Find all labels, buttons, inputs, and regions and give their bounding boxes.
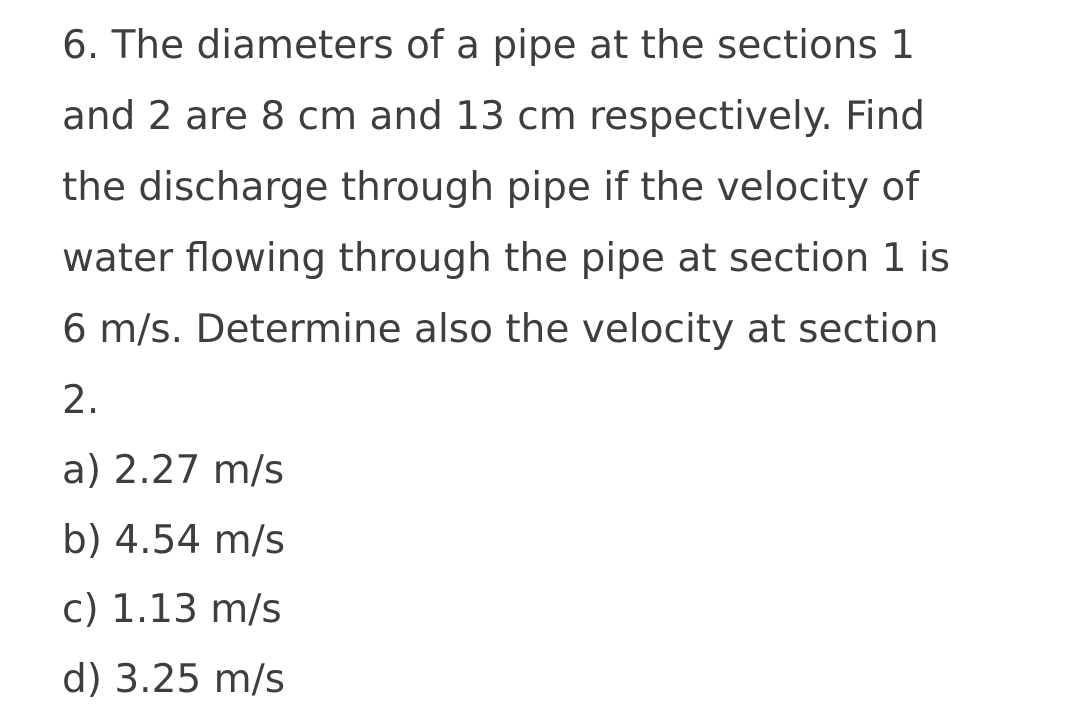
question-line: water flowing through the pipe at section 1 is: [62, 236, 951, 281]
question-document: [62, 10, 1062, 714]
question-line: and 2 are 8 cm and 13 cm respectively. Find: [62, 94, 926, 139]
option-a: a) 2.27 m/s: [62, 448, 285, 493]
option-b: b) 4.54 m/s: [62, 517, 286, 563]
question-line: 6. The diameters of a pipe at the sections 1: [62, 23, 916, 68]
question-line: 6 m/s. Determine also the velocity at section: [62, 307, 939, 352]
question-line: 2.: [62, 378, 100, 423]
option-c: c) 1.13 m/s: [62, 587, 282, 632]
question-line: the discharge through pipe if the velocity of: [62, 165, 920, 210]
question-text: [62, 10, 1062, 436]
answer-options: [62, 436, 1062, 714]
option-d: d) 3.25 m/s: [62, 656, 286, 702]
